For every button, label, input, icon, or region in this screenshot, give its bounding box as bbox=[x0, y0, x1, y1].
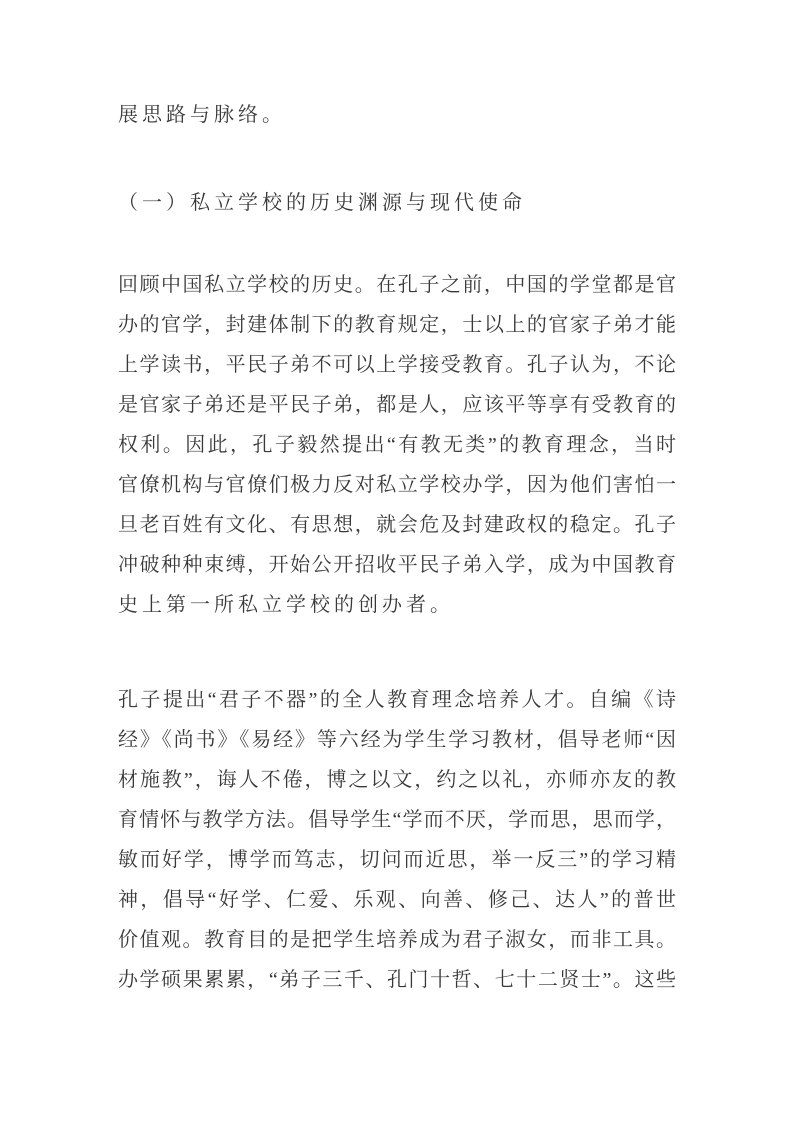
text-line: 官僚机构与官僚们极力反对私立学校办学，因为他们害怕一 bbox=[118, 474, 676, 496]
paragraph-continuation bbox=[118, 95, 676, 135]
paragraph-education-philosophy bbox=[118, 680, 676, 1000]
text-line: 回顾中国私立学校的历史。在孔子之前，中国的学堂都是官 bbox=[118, 274, 676, 296]
text-line: 办学硕果累累，“弟子三千、孔门十哲、七十二贤士”。这些 bbox=[118, 969, 676, 991]
document-body bbox=[118, 95, 676, 1000]
text-line: 上学读书，平民子弟不可以上学接受教育。孔子认为，不论 bbox=[118, 354, 676, 376]
text-line: 神，倡导“好学、仁爱、乐观、向善、修己、达人”的普世 bbox=[118, 889, 676, 911]
text-line: 旦老百姓有文化、有思想，就会危及封建政权的稳定。孔子 bbox=[118, 514, 676, 536]
section-heading bbox=[118, 183, 676, 223]
text-line: 史上第一所私立学校的创办者。 bbox=[118, 594, 454, 616]
text-line: 是官家子弟还是平民子弟，都是人，应该平等享有受教育的 bbox=[118, 394, 676, 416]
text-line: 经》《尚书》《易经》等六经为学生学习教材，倡导老师“因 bbox=[118, 729, 676, 751]
text-line: （一）私立学校的历史渊源与现代使命 bbox=[118, 192, 526, 214]
text-line: 孔子提出“君子不器”的全人教育理念培养人才。自编《诗 bbox=[118, 689, 676, 711]
text-line: 办的官学，封建体制下的教育规定，士以上的官家子弟才能 bbox=[118, 314, 676, 336]
text-line: 冲破种种束缚，开始公开招收平民子弟入学，成为中国教育 bbox=[118, 554, 676, 576]
text-line: 价值观。教育目的是把学生培养成为君子淑女，而非工具。 bbox=[118, 929, 676, 951]
text-line: 育情怀与教学方法。倡导学生“学而不厌，学而思，思而学， bbox=[118, 809, 676, 831]
paragraph-confucius-history bbox=[118, 265, 676, 625]
text-line: 展思路与脉络。 bbox=[118, 104, 286, 126]
text-line: 敏而好学，博学而笃志，切问而近思，举一反三”的学习精 bbox=[118, 849, 676, 871]
text-line: 权利。因此，孔子毅然提出“有教无类”的教育理念，当时 bbox=[118, 434, 676, 456]
text-line: 材施教”，诲人不倦，博之以文，约之以礼，亦师亦友的教 bbox=[118, 769, 676, 791]
